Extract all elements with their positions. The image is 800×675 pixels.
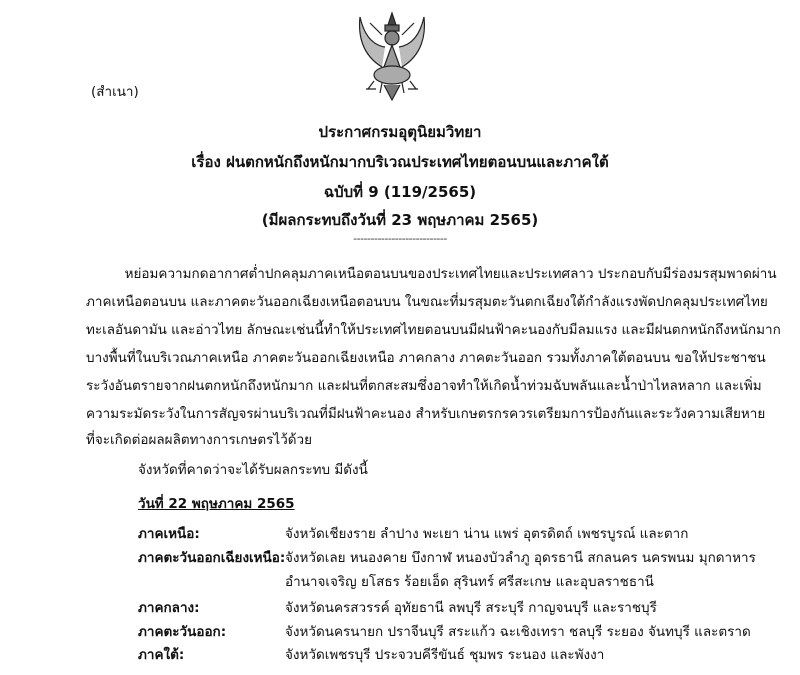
region-label-north: ภาคเหนือ: [138, 526, 200, 542]
body-line: ความระมัดระวังในการสัญจรผ่านบริเวณที่มีฝนฟ้าคะนอง สำหรับเกษตรกรควรเตรียมการป้องกันและระวังความเสียหาย [86, 406, 766, 422]
region-provinces-south: จังหวัดเพชรบุรี ประจวบคีรีขันธ์ ชุมพร ระนอง และพังงา [285, 647, 605, 663]
region-provinces-north: จังหวัดเชียงราย ลำปาง พะเยา น่าน แพร่ อุตรดิตถ์ เพชรบูรณ์ และตาก [285, 526, 689, 542]
region-label-east: ภาคตะวันออก: [138, 624, 227, 640]
region-label-south: ภาคใต้: [138, 647, 185, 663]
effective-date: (มีผลกระทบถึงวันที่ 23 พฤษภาคม 2565) [261, 211, 539, 229]
copy-mark: (สำเนา) [91, 84, 139, 100]
date-heading: วันที่ 22 พฤษภาคม 2565 [138, 496, 295, 512]
region-label-central: ภาคกลาง: [138, 600, 200, 616]
body-line: ระวังอันตรายจากฝนตกหนักถึงหนักมาก และฝนที่ตกสะสมซึ่งอาจทำให้เกิดน้ำท่วมฉับพลันและน้ำป่าไหลหลาก และเพิ่ม [86, 378, 762, 394]
body-line: บางพื้นที่ในบริเวณภาคเหนือ ภาคตะวันออกเฉียงเหนือ ภาคกลาง ภาคตะวันออก รวมทั้งภาคใต้ตอนบน ขอให้ประชาชน [86, 350, 766, 366]
body-line: หย่อมความกดอากาศต่ำปกคลุมภาคเหนือตอนบนของประเทศไทยและประเทศลาว ประกอบกับมีร่องมรสุมพาดผ่าน [86, 266, 777, 282]
region-provinces-east: จังหวัดนครนายก ปราจีนบุรี สระแก้ว ฉะเชิงเทรา ชลบุรี ระยอง จันทบุรี และตราด [285, 624, 751, 640]
issue-number: ฉบับที่ 9 (119/2565) [323, 183, 477, 201]
body-line: ภาคเหนือตอนบน และภาคตะวันออกเฉียงเหนือตอนบน ในขณะที่มรสุมตะวันตกเฉียงใต้กำลังแรงพัดปกคลุมประเทศไทย [86, 294, 768, 310]
subject-line: เรื่อง ฝนตกหนักถึงหนักมากบริเวณประเทศไทยตอนบนและภาคใต้ [191, 153, 609, 171]
affected-intro: จังหวัดที่คาดว่าจะได้รับผลกระทบ มีดังนี้ [138, 462, 368, 478]
region-provinces-northeast: จังหวัดเลย หนองคาย บึงกาฬ หนองบัวลำภู อุดรธานี สกลนคร นครพนม มุกดาหาร [285, 550, 756, 566]
body-line: ที่จะเกิดต่อผลผลิตทางการเกษตรไว้ด้วย [86, 432, 313, 448]
body-line: ทะเลอันดามัน และอ่าวไทย ลักษณะเช่นนี้ทำให้ประเทศไทยตอนบนมีฝนฟ้าคะนองกับมีลมแรง และมีฝนตกหนักถึงหนักมาก [86, 322, 781, 338]
region-provinces-northeast-2: อำนาจเจริญ ยโสธร ร้อยเอ็ด สุรินทร์ ศรีสะเกษ และอุบลราชธานี [285, 574, 654, 590]
page-title: ประกาศกรมอุตุนิยมวิทยา [318, 123, 482, 141]
region-label-northeast: ภาคตะวันออกเฉียงเหนือ: [138, 550, 286, 566]
region-provinces-central: จังหวัดนครสวรรค์ อุทัยธานี ลพบุรี สระบุรี กาญจนบุรี และราชบุรี [285, 600, 657, 616]
separator: --------------------------- [353, 232, 447, 245]
garuda-emblem-icon [342, 5, 442, 105]
